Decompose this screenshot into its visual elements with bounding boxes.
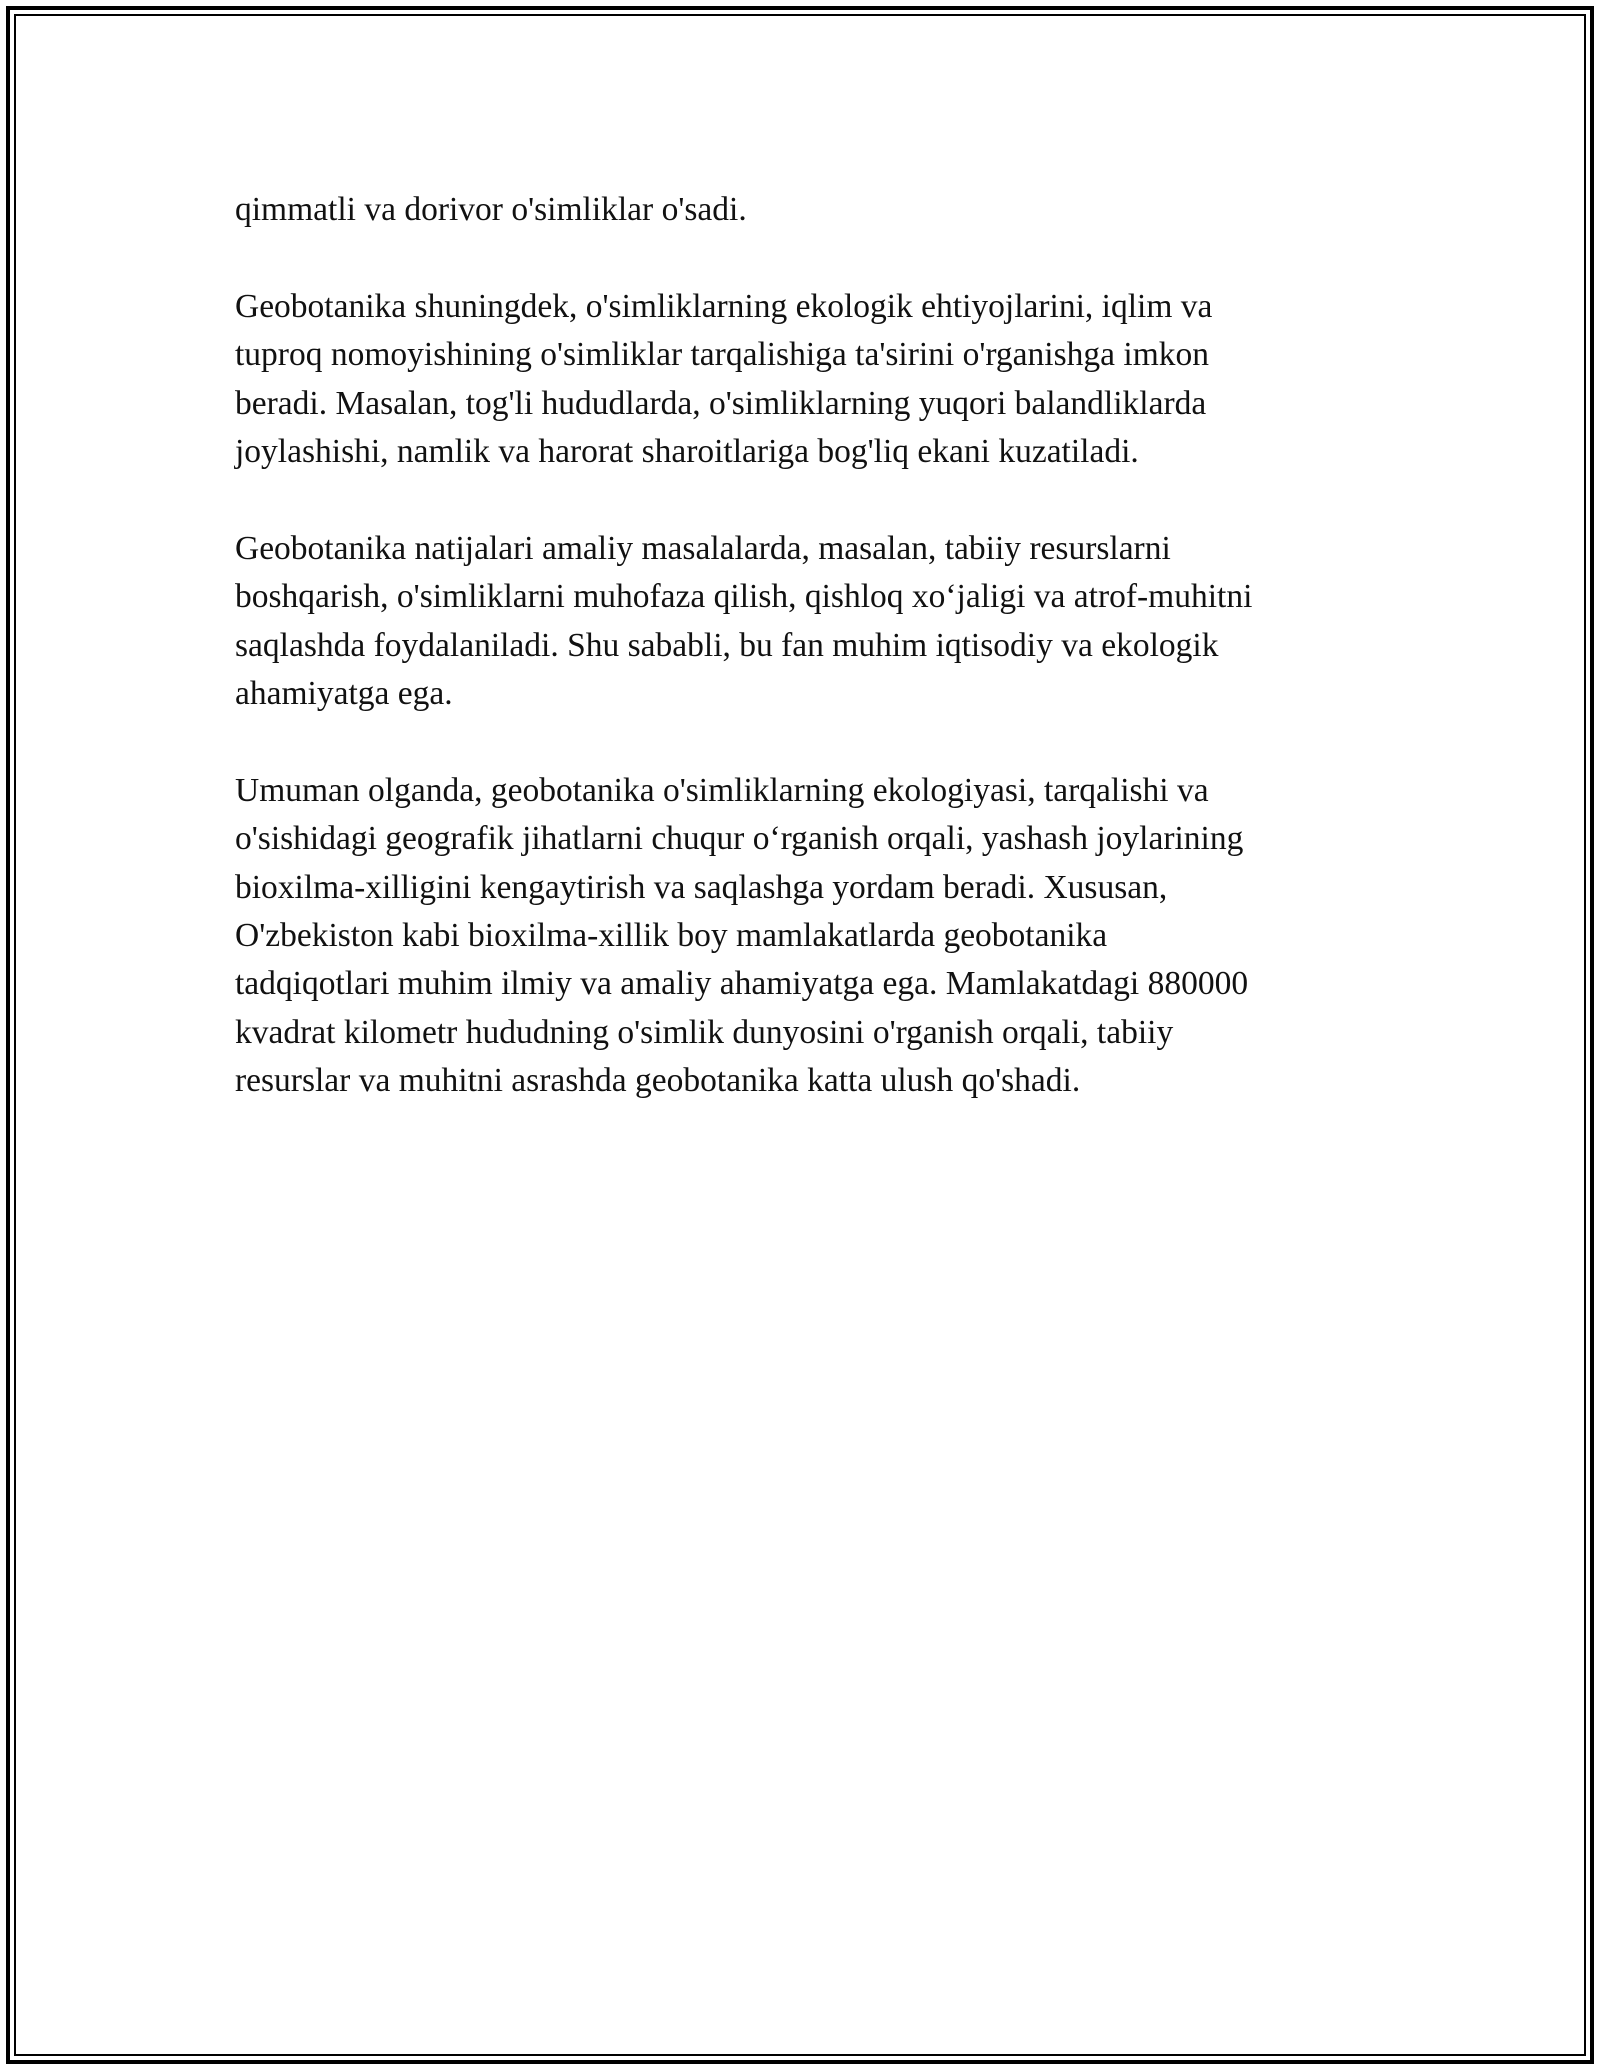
paragraph [235,186,1355,234]
text-line: kvadrat kilometr hududning o'simlik dunyosini o'rganish orqali, tabiiy [235,1013,1174,1051]
text-line: tadqiqotlari muhim ilmiy va amaliy ahamiyatga ega. Mamlakatdagi 880000 [235,965,1249,1003]
text-line: Geobotanika natijalari amaliy masalalarda, masalan, tabiiy resurslarni [235,529,1171,567]
text-line: resurslar va muhitni asrashda geobotanika katta ulush qo'shadi. [235,1062,1081,1100]
text-line: ahamiyatga ega. [235,675,453,713]
text-line: tuproq nomoyishining o'simliklar tarqalishiga ta'sirini o'rganishga imkon [235,336,1210,374]
text-line: boshqarish, o'simliklarni muhofaza qilish, qishloq xo‘jaligi va atrof-muhitni [235,578,1253,616]
text-line: qimmatli va dorivor o'simliklar o'sadi. [235,191,747,228]
text-line: saqlashda foydalaniladi. Shu sababli, bu fan muhim iqtisodiy va ekologik [235,626,1219,664]
paragraph [235,283,1355,477]
text-line: joylashishi, namlik va harorat sharoitlariga bog'liq ekani kuzatiladi. [235,433,1139,471]
text-line: O'zbekiston kabi bioxilma-xillik boy mamlakatlarda geobotanika [235,917,1108,955]
text-line: Geobotanika shuningdek, o'simliklarning ekologik ehtiyojlarini, iqlim va [235,287,1213,325]
document-body [235,186,1355,1154]
paragraph [235,767,1355,1106]
text-line: o'sishidagi geografik jihatlarni chuqur o‘rganish orqali, yashash joylarining [235,820,1244,858]
paragraph [235,525,1355,719]
text-line: beradi. Masalan, tog'li hududlarda, o'simliklarning yuqori balandliklarda [235,384,1207,422]
text-line: bioxilma-xilligini kengaytirish va saqlashga yordam beradi. Xususan, [235,868,1168,906]
text-line: Umuman olganda, geobotanika o'simliklarning ekologiyasi, tarqalishi va [235,771,1209,809]
